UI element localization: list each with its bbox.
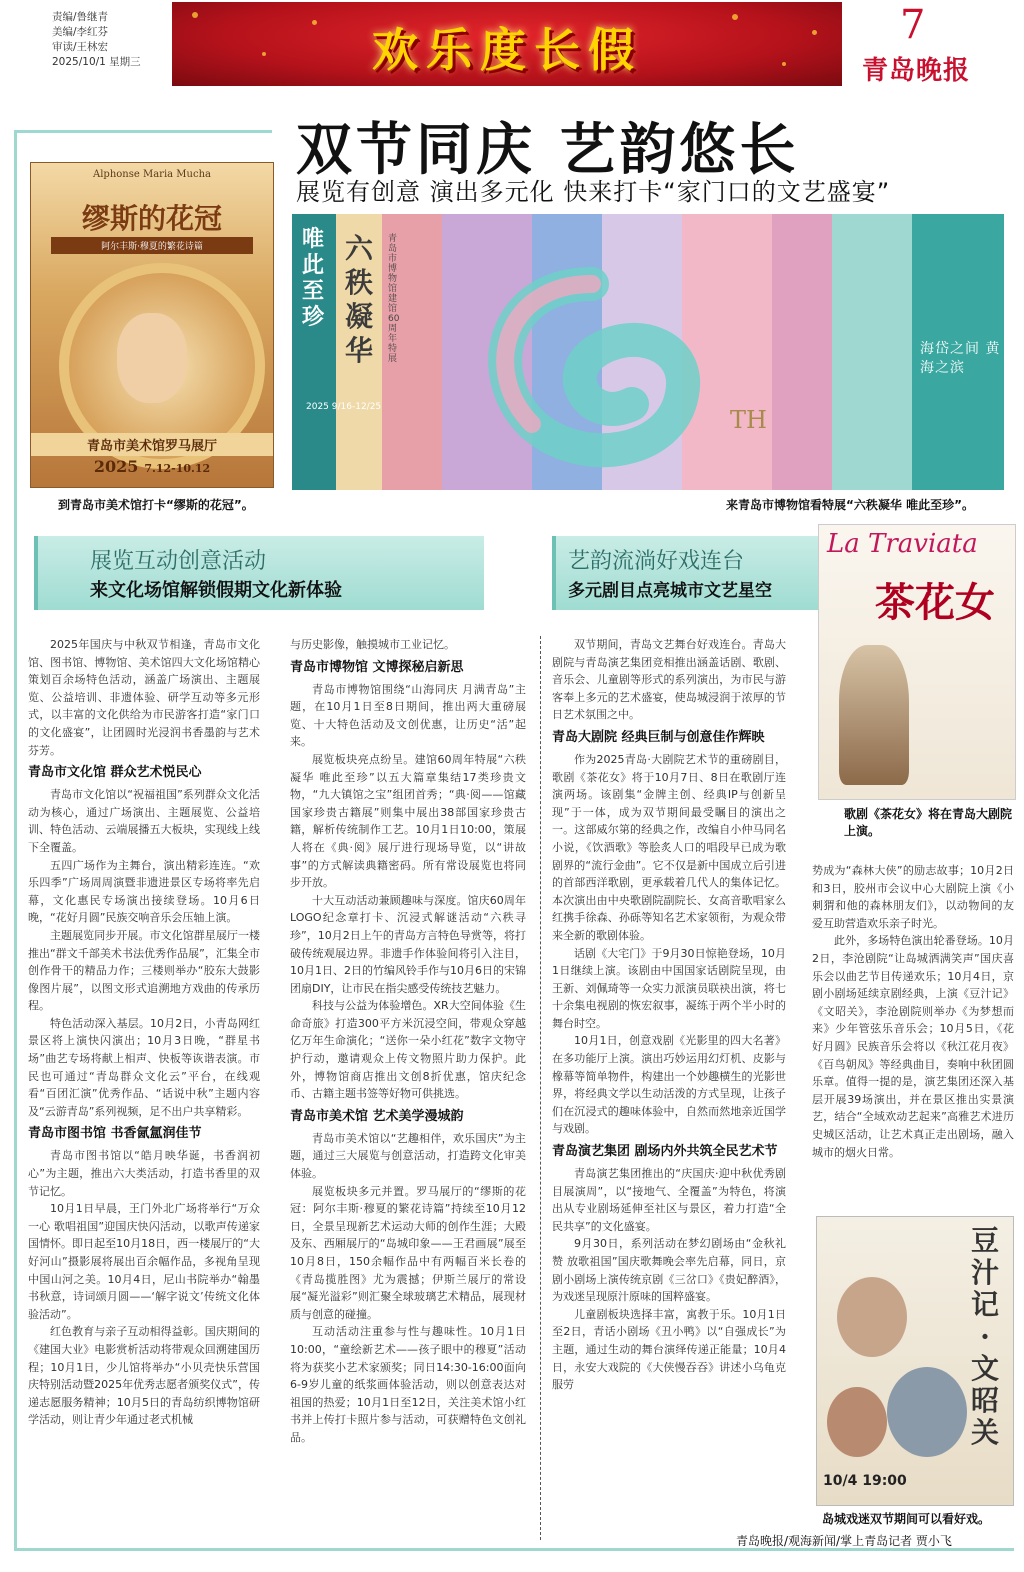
article-column-1: [28, 636, 260, 1429]
poster-range: 7.12-10.12: [144, 462, 211, 475]
section-title: 展览互动创意活动: [90, 549, 267, 574]
section-heading: 青岛市博物馆 文博探秘启新思: [290, 659, 464, 675]
museum-exhibition-poster: [292, 214, 1004, 490]
paragraph: 青岛市文化馆以“祝福祖国”系列群众文化活动为核心，通过广场演出、主题展览、公益培训、特色活动、云端展播五大板块，实现线上线下全覆盖。: [28, 788, 260, 854]
paragraph: 2025年国庆与中秋双节相逢，青岛市文化馆、图书馆、博物馆、美术馆四大文化场馆精心策划百余场特色活动，涵盖广场演出、主题展览、公益培训、非遗体验、研学互动等多元形式，以丰富的文化供给为市民游客打造“家门口的文化盛宴”，让团圆时光浸润书香墨韵与艺术芬芳。: [28, 638, 260, 757]
column-divider: [540, 636, 541, 1540]
poster-venue: 青岛市美术馆罗马展厅: [31, 433, 273, 456]
section-heading: 青岛市图书馆 书香氤氲润佳节: [28, 1126, 202, 1142]
poster-artist-name: Alphonse Maria Mucha: [93, 169, 211, 180]
poster-figure: [117, 313, 187, 403]
paragraph: 儿童剧板块选择丰富，寓教于乐。10月1日至2日，青话小剧场《丑小鸭》以“自强成长”为主题，通过生动的舞台演绎传递正能量；10月4日，永安大戏院的《大侠慢吞吞》讲述小乌龟克服劳: [552, 1307, 786, 1392]
opera-showtime: 10/4 19:00: [823, 1473, 907, 1489]
section-heading: 青岛市美术馆 艺术美学漫城韵: [290, 1108, 464, 1124]
newspaper-logo: 青岛晚报: [862, 56, 971, 86]
paragraph: 双节期间，青岛文艺舞台好戏连台。青岛大剧院与青岛演艺集团竞相推出涵盖话剧、歌剧、音乐会、儿童剧等形式的系列演出，为市民与游客奉上多元的艺术盛宴，使岛城浸润于浓厚的节日艺术氛围之中。: [552, 638, 786, 722]
page-subheadline: 展览有创意 演出多元化 快来打卡“家门口的文艺盛宴”: [296, 178, 891, 206]
paragraph: 青岛市博物馆围绕“山海同庆 月满青岛”主题，在10月1日至8日期间，推出两大重磅展览、十大特色活动及文创优惠，让历史“活”起来。: [290, 682, 526, 749]
paragraph: 9月30日，系列活动在梦幻剧场由“金秋礼赞 放歌祖国”国庆歌舞晚会率先启幕，同日，京剧小剧场上演传统京剧《三岔口》《贵妃醉酒》，为戏迷呈现原汁原味的国粹盛宴。: [552, 1237, 786, 1304]
paragraph: 10月1日，创意戏剧《光影里的四大名著》在多功能厅上演。演出巧妙运用幻灯机、皮影与橡幕等简单物件，构建出一个妙趣横生的光影世界，将经典文学以生动活泼的方式呈现，让孩子们在沉浸式的趣味体验中，自然而然地亲近国学与戏剧。: [552, 1034, 786, 1136]
paragraph: 科技与公益为体验增色。XR大空间体验《生命奇旅》打造300平方米沉浸空间，带观众穿越亿万年生命演化；“送你一朵小红花”数字文物守护行动，邀请观众上传文物照片助力保护。此外，博物馆商店推出文创8折优惠，馆庆纪念币、古籍主题书签等好物可供挑选。: [290, 999, 526, 1101]
paragraph: 与历史影像，触摸城市工业记忆。: [290, 638, 455, 651]
section-subtitle: 多元剧目点亮城市文艺星空: [568, 581, 772, 601]
section-heading: 青岛市文化馆 群众艺术悦民心: [28, 765, 202, 781]
page-headline: 双节同庆 艺韵悠长: [296, 118, 800, 183]
opera-figure: [839, 645, 909, 785]
frame-line-top: [14, 130, 272, 133]
paragraph: 作为2025青岛·大剧院艺术节的重磅剧目，歌剧《茶花女》将于10月7日、8日在歌剧厅连演两场。该剧集“金牌主创、经典IP与创新呈现”于一体，成为双节期间最受瞩目的演出之一。这部威尔第的经典之作，改编自小仲马同名小说，《饮酒歌》等脍炙人口的唱段早已成为歌剧界的“流行金曲”。它不仅是新中国成立后引进的首部西洋歌剧，更承载着几代人的集体记忆。本次演出由中央歌剧院副院长、女高音歌唱家么红携手徐森、孙砾等知名艺术家领衔，为观众带来全新的歌剧体验。: [552, 752, 786, 942]
caption-opera: 歌剧《茶花女》将在青岛大剧院上演。: [844, 807, 1013, 838]
sixty-logo-graphic: [442, 254, 742, 474]
paragraph: 红色教育与亲子互动相得益彰。国庆期间的《建国大业》电影赏析活动将带观众回溯建国历程；10月1日，少儿馆将举办“小贝壳快乐营国庆特别活动暨2025年优秀志愿者颁奖仪式”，传递志愿服务精神；10月5日的青岛纺织博物馆研学活动，则让青少年通过老式机械: [28, 1325, 260, 1427]
opera-poster: [818, 524, 1016, 800]
poster-exhibit-date: 2025 9/16-12/25: [306, 402, 382, 412]
paragraph: 10月1日早晨，王门外北广场将举行“万众一心 歌唱祖国”迎国庆快闪活动，以歌声传递家国情怀。即日起至10月18日，西一楼展厅的“大好河山”摄影展将展出百余幅作品，多视角呈现中国山河之美。10月4日，尼山书院举办“翰墨书秋意，诗词颂月圆——‘解字说文’传统文化体验活动”。: [28, 1202, 260, 1321]
opera-performer-figure: [837, 1277, 907, 1357]
poster-right-slogan: 海岱之间 黄海之滨: [920, 341, 1001, 376]
issue-date: 2025/10/1 星期三: [52, 56, 141, 68]
section-header-performances: [552, 536, 818, 610]
paragraph: 青岛市图书馆以“皓月映华诞，书香润初心”为主题，推出六大类活动，打造书香里的双节记忆。: [28, 1149, 260, 1198]
opera-title: 茶花女: [875, 579, 995, 626]
poster-year: 2025: [93, 457, 139, 476]
paragraph: 青岛市美术馆以“艺趣相伴，欢乐国庆”为主题，通过三大展览与创意活动，打造跨文化审美体验。: [290, 1131, 526, 1181]
holiday-banner: [172, 2, 842, 86]
peking-opera-poster: [816, 1216, 1014, 1506]
paragraph: 主题展览同步开展。市文化馆群星展厅一楼推出“群文千部美术书法优秀作品展”，汇集全市创作骨干的精品力作；三楼则举办“胶东大鼓影像图片展”，以图文形式追溯地方戏曲的传承历程。: [28, 928, 260, 1013]
paragraph: 话剧《大宅门》于9月30日惊艳登场，10月1日继续上演。该剧由中国国家话剧院呈现，由王新、刘佩琦等一众实力派演员联袂出演，将七十余集电视剧的恢宏叙事，凝练于两个半小时的舞台时空。: [552, 946, 786, 1030]
paragraph: 十大互动活动兼顾趣味与深度。馆庆60周年LOGO纪念章打卡、沉浸式解谜活动“六秩寻珍”，10月2日上午的青岛方言特色导赏等，将打破传统观展边界。非遗手作体验间将引入注目，10月1日、2日的竹编风铃手作与10月6日的宋锦团扇DIY，让市民在指尖感受传统技艺魅力。: [290, 893, 526, 995]
section-heading: 青岛大剧院 经典巨制与创意佳作辉映: [552, 729, 765, 745]
section-subtitle: 来文化场馆解锁假期文化新体验: [90, 580, 342, 601]
paragraph: 特色活动深入基层。10月2日，小青岛网红景区将上演快闪演出；10月3日晚，“群星书场”曲艺专场将献上相声、快板等诙谐表演。市民也可通过“青岛群众文化云”平台，在线观看“百团汇演”优秀作品、“话说中秋”主题内容及“云游青岛”系列视频，足不出户共享精彩。: [28, 1016, 260, 1118]
paragraph: 势成为“森林大侠”的励志故事；10月2日和3日，胶州市会议中心大剧院上演《小刺猬和他的森林朋友们》，以动物间的友爱互助营造欢乐亲子时光。: [812, 864, 1014, 930]
section-title: 艺韵流淌好戏连台: [568, 549, 745, 574]
caption-mucha: 到青岛市美术馆打卡“缪斯的花冠”。: [58, 498, 254, 512]
poster-th-mark: TH: [730, 406, 767, 434]
paragraph: 此外，多场特色演出轮番登场。10月2日，李沧剧院“让岛城洒满笑声”国庆喜乐会以曲艺节目传递欢乐；10月4日，京剧小剧场延续京剧经典，上演《豆汁记》《文昭关》，李沧剧院则举办《为梦想而来》少年管弦乐音乐会；10月5日，《花好月圆》民族音乐会将以《秋江花月夜》《百鸟朝凤》等经典曲目，奏响中秋团圆乐章。值得一提的是，演艺集团还深入基层开展39场演出，并在景区推出实景演艺，结合“全域欢动艺起来”高雅艺术进历史城区活动，让艺术真正走出剧场，融入城市的烟火日常。: [812, 934, 1014, 1159]
section-heading: 青岛演艺集团 剧场内外共筑全民艺术节: [552, 1144, 778, 1160]
page-number: 7: [900, 2, 926, 48]
credit-editor: 责编/鲁继青: [52, 11, 109, 23]
paragraph: 青岛演艺集团推出的“庆国庆·迎中秋优秀剧目展演周”，以“接地气、全覆盖”为特色，将演出从专业剧场延伸至社区与景区，着力打造“全民共享”的文化盛宴。: [552, 1167, 786, 1233]
mucha-exhibition-poster: [30, 162, 274, 488]
poster-tagline: 青岛市博物馆建馆60周年特展: [388, 234, 400, 364]
poster-vertical-title-1: 唯此至珍: [301, 226, 324, 330]
article-column-2: [290, 636, 526, 1447]
article-column-4: [812, 862, 1014, 1161]
poster-vertical-title-2: 六秩凝华: [344, 232, 373, 367]
opera-performer-figure: [887, 1367, 967, 1457]
paragraph: 五四广场作为主舞台，演出精彩连连。“欢乐四季”广场周周演暨非遗进景区专场将率先启幕，文化惠民专场演出接续登场。10月6日晚，“花好月圆”民族交响音乐会压轴上演。: [28, 858, 260, 925]
opera-performer-figure: [827, 1387, 887, 1457]
section-header-exhibitions: [34, 536, 484, 610]
byline-footer: 青岛晚报/观海新闻/掌上青岛记者 贾小飞: [736, 1534, 952, 1548]
credits: [52, 10, 162, 70]
caption-xiqu: 岛城戏迷双节期间可以看好戏。: [822, 1512, 991, 1526]
paragraph: 展览板块亮点纷呈。建馆60周年特展“六秩凝华 唯此至珍”以五大篇章集结17类珍贵文物，“九大镇馆之宝”组团首秀；“典·阅——馆藏国家珍贵古籍展”则集中展出38部国家珍贵古籍，解析传统制作工艺。10月1日10:00，策展人将在《典·阅》展厅进行现场导览，以“讲故事”的方式解读典籍密码。所有常设展览也将同步开放。: [290, 752, 526, 890]
opera-program-title: 豆汁记·文昭关: [970, 1224, 999, 1449]
credit-designer: 美编/李红芬: [52, 26, 109, 38]
paragraph: 展览板块多元并置。罗马展厅的“缪斯的花冠：阿尔丰斯·穆夏的繁花诗篇”持续至10月12日，全景呈现新艺术运动大师的创作生涯；大殿及东、西厢展厅的“岛城印象——王君画展”展至10月8日，150余幅作品中有两幅百米长卷的《青岛揽胜图》尤为震撼；伊斯兰展厅的常设展“凝光溢彩”则汇聚全球玻璃艺术精品，展现材质与创意的碰撞。: [290, 1184, 526, 1321]
article-column-3: [552, 636, 786, 1394]
poster-dates: [41, 457, 263, 476]
poster-title: 缪斯的花冠: [81, 202, 222, 235]
opera-script-title: La Traviata: [827, 529, 978, 559]
credit-reviewer: 审读/王林宏: [52, 41, 109, 53]
poster-subtitle: 阿尔丰斯·穆夏的繁花诗篇: [51, 237, 253, 254]
banner-title: 欢乐度长假: [372, 23, 642, 77]
paragraph: 互动活动注重参与性与趣味性。10月1日10:00，“童绘新艺术——孩子眼中的穆夏”活动将为获奖小艺术家颁奖；同日14:30-16:00面向6-9岁儿童的纸浆画体验活动，则以创意表达对祖国的热爱；10月1日至12日，关注美术馆小红书并上传打卡照片参与活动，可获赠特色文创礼品。: [290, 1325, 526, 1444]
frame-line-left: [14, 130, 17, 1550]
caption-museum: 来青岛市博物馆看特展“六秩凝华 唯此至珍”。: [726, 498, 974, 512]
